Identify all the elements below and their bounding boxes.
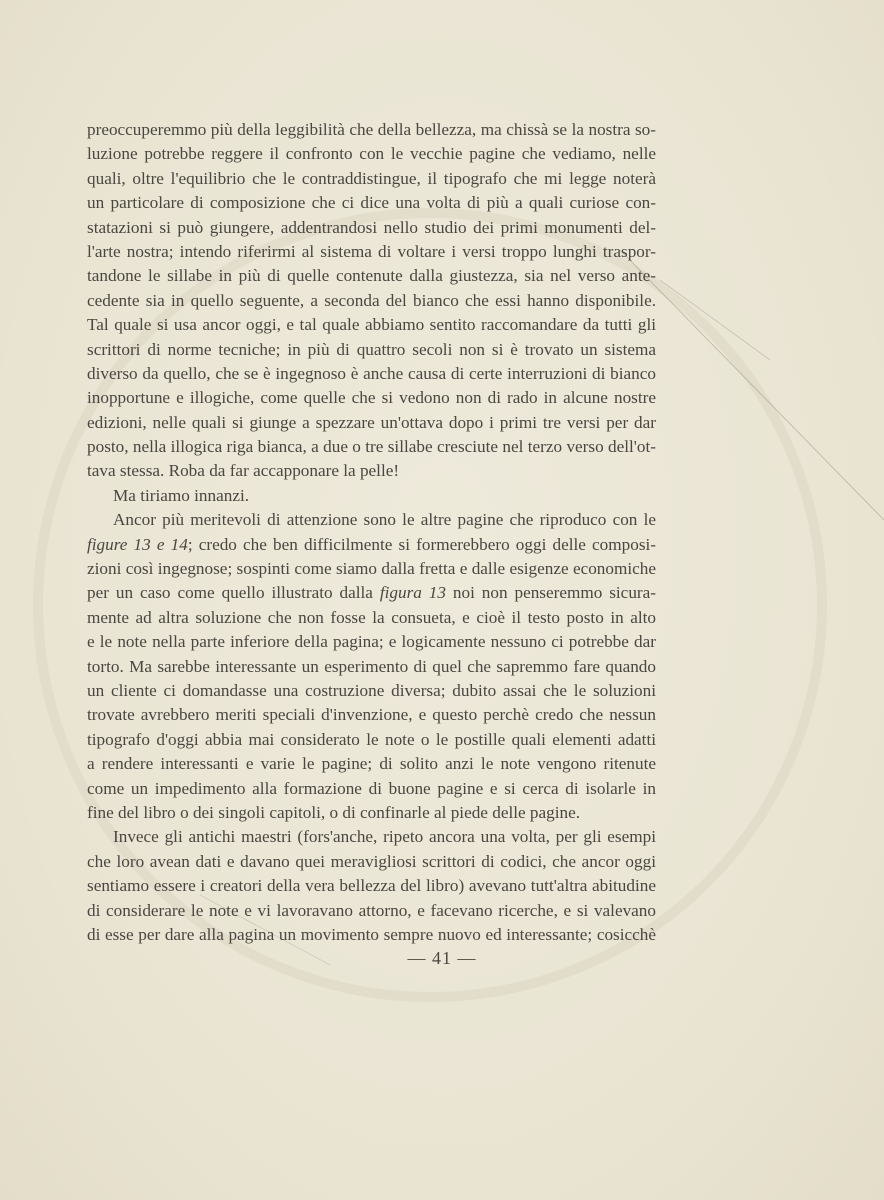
text-line: come un impedimento alla formazione di buone pagine e si cerca di isolarle in	[87, 778, 656, 798]
text-line: e le note nella parte inferiore della pagina; e logicamente nessuno ci potrebbe dar	[87, 632, 656, 652]
text-line: Ma tiriamo innanzi.	[113, 485, 250, 505]
text-line: luzione potrebbe reggere il confronto con le vecchie pagine che vediamo, nelle	[87, 144, 656, 164]
text-line: scrittori di norme tecniche; in più di quattro secoli non si è trovato un sistema	[87, 339, 656, 359]
text-line: Invece gli antichi maestri (fors'anche, ripeto ancora una volta, per gli esempi	[113, 827, 656, 847]
text-line: fine del libro o dei singoli capitoli, o di confinarle al piede delle pagine.	[87, 802, 581, 822]
text-line: torto. Ma sarebbe interessante un esperimento di quel che sapremmo fare quando	[87, 656, 656, 676]
figure-reference: figure 13 e 14	[87, 534, 188, 554]
text-line: per un caso come quello illustrato dalla figura 13 noi non penseremmo sicura-	[87, 583, 656, 603]
text-line: inopportune e illogiche, come quelle che si vedono non di rado in alcune nostre	[87, 388, 656, 408]
text-line: diverso da quello, che se è ingegnoso è anche causa di certe interruzioni di bianco	[87, 363, 656, 383]
text-line: zioni così ingegnose; sospinti come siamo dalla fretta e dalle esigenze economiche	[87, 559, 656, 579]
text-line: preoccuperemmo più della leggibilità che della bellezza, ma chissà se la nostra so-	[87, 120, 656, 139]
text-line: un cliente ci domandasse una costruzione diversa; dubito assai che le soluzioni	[87, 680, 656, 700]
text-line: di considerare le note e vi lavoravano attorno, e facevano ricerche, e si valevano	[87, 900, 656, 920]
text-line: a rendere interessanti e varie le pagine; di solito anzi le note vengono ritenute	[87, 754, 656, 774]
text-line: tandone le sillabe in più di quelle contenute dalla giustezza, sia nel verso ante-	[87, 266, 656, 286]
text-line: cedente sia in quello seguente, a seconda del bianco che essi hanno disponibile.	[87, 290, 656, 310]
text-line: Ancor più meritevoli di attenzione sono le altre pagine che riproduco con le	[113, 510, 656, 530]
text-line: statazioni si può giungere, addentrandosi nello studio dei primi monumenti del-	[87, 217, 656, 237]
text-line: sentiamo essere i creatori della vera bellezza del libro) avevano tutt'altra abitudine	[87, 876, 656, 896]
text-line: tava stessa. Roba da far accapponare la pelle!	[87, 461, 400, 481]
text-line: un particolare di composizione che ci dice una volta di più a quali curiose con-	[87, 193, 656, 213]
body-text	[87, 118, 656, 947]
text-line: mente ad altra soluzione che non fosse la consueta, e cioè il testo posto in alto	[87, 607, 656, 627]
text-line: l'arte nostra; intendo riferirmi al sistema di voltare i versi troppo lunghi traspor-	[87, 241, 656, 261]
text-line: posto, nella illogica riga bianca, a due o tre sillabe cresciute nel terzo verso dell'ot-	[87, 437, 656, 457]
text-line: che loro avean dati e davano quei meravigliosi scrittori di codici, che ancor oggi	[87, 851, 656, 871]
text-line: di esse per dare alla pagina un movimento sempre nuovo ed interessante; cosicchè	[87, 924, 656, 944]
text-line: trovate avrebbero meriti speciali d'invenzione, e questo perchè credo che nessun	[87, 705, 656, 725]
figure-reference: figura 13	[379, 583, 446, 603]
text-line: edizioni, nelle quali si giunge a spezzare un'ottava dopo i primi tre versi per dar	[87, 412, 656, 432]
page-number: — 41 —	[407, 948, 477, 968]
text-line: tipografo d'oggi abbia mai considerato le note o le postille quali elementi adatti	[87, 729, 656, 749]
text-line: figure 13 e 14; credo che ben difficilmente si formerebbero oggi delle composi-	[87, 534, 656, 554]
text-line: quali, oltre l'equilibrio che le contraddistingue, il tipografo che mi legge noterà	[87, 168, 656, 188]
text-line: Tal quale si usa ancor oggi, e tal quale abbiamo sentito raccomandare da tutti gli	[87, 315, 656, 335]
